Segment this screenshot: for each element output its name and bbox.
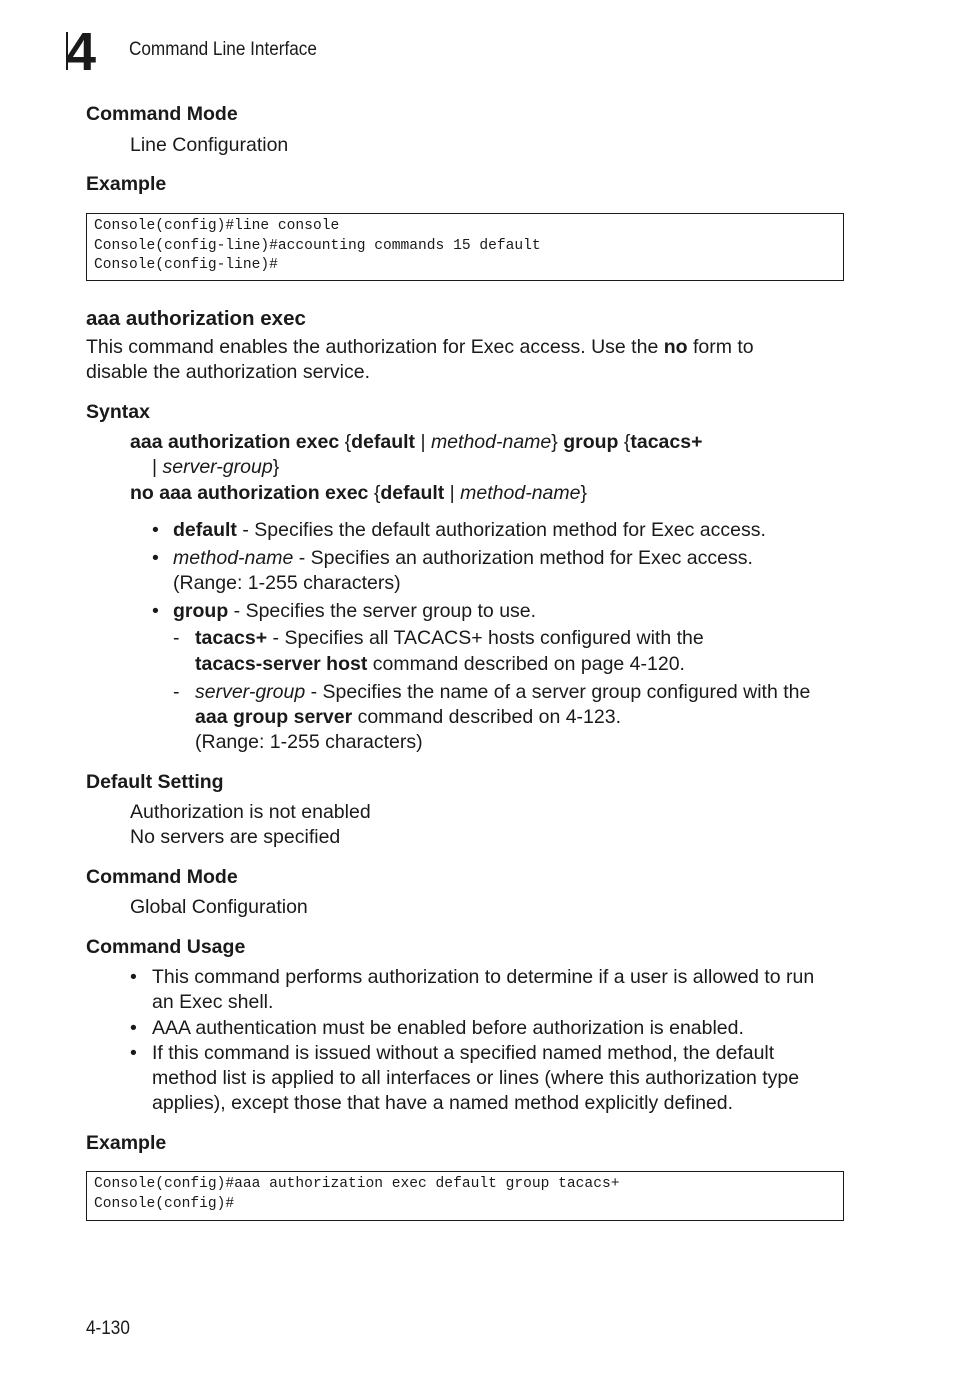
code-line: Console(config-line)#accounting commands 15 default <box>94 237 541 254</box>
code-example-1 <box>86 213 844 281</box>
default-setting-line: Authorization is not enabled <box>130 801 371 823</box>
param-server-group-line2: aaa group server command described on 4-123. <box>195 706 621 728</box>
code-line: Console(config-line)# <box>94 257 278 273</box>
bullet-icon: • <box>152 547 159 569</box>
param-server-range: (Range: 1-255 characters) <box>195 731 423 753</box>
command-mode-heading-1: Command Mode <box>86 103 238 125</box>
command-description: This command enables the authorization for Exec access. Use the no form to <box>86 336 754 358</box>
code-line: Console(config)# <box>94 1195 235 1212</box>
command-mode-value-2: Global Configuration <box>130 896 308 918</box>
param-server-group: server-group - Specifies the name of a server group configured with the <box>195 681 811 703</box>
command-description-line2: disable the authorization service. <box>86 361 370 383</box>
param-tacacs: tacacs+ - Specifies all TACACS+ hosts configured with the <box>195 627 704 649</box>
param-tacacs-line2: tacacs-server host command described on page 4-120. <box>195 653 685 675</box>
bullet-icon: • <box>152 519 159 541</box>
command-mode-heading-2: Command Mode <box>86 866 238 888</box>
code-line: Console(config)#line console <box>94 218 340 234</box>
example-heading-2: Example <box>86 1132 167 1154</box>
bullet-icon: • <box>130 966 137 988</box>
usage-item-3: If this command is issued without a specified named method, the default <box>152 1042 775 1064</box>
param-method-name: method-name - Specifies an authorization method for Exec access. <box>173 547 753 569</box>
bullet-icon: • <box>130 1017 137 1039</box>
command-title: aaa authorization exec <box>86 307 306 330</box>
code-example-2 <box>86 1171 844 1221</box>
page-number: 4-130 <box>86 1317 130 1339</box>
dash-icon: - <box>173 627 180 649</box>
syntax-line-1-cont: | server-group} <box>152 456 280 478</box>
bullet-icon: • <box>152 600 159 622</box>
running-title: Command Line Interface <box>129 38 317 60</box>
syntax-line-1: aaa authorization exec {default | method-name} group {tacacs+ <box>130 431 703 453</box>
syntax-heading: Syntax <box>86 401 150 423</box>
command-mode-value-1: Line Configuration <box>130 134 289 156</box>
syntax-line-2: no aaa authorization exec {default | method-name} <box>130 482 588 504</box>
param-group: group - Specifies the server group to use. <box>173 600 537 622</box>
default-setting-line: No servers are specified <box>130 826 341 848</box>
dash-icon: - <box>173 681 180 703</box>
code-line: Console(config)#aaa authorization exec default group tacacs+ <box>94 1176 620 1192</box>
param-method-range: (Range: 1-255 characters) <box>173 572 401 594</box>
usage-item-1-line2: an Exec shell. <box>152 991 274 1013</box>
command-usage-heading: Command Usage <box>86 936 246 958</box>
usage-item-3-line3: applies), except those that have a named method explicitly defined. <box>152 1092 734 1114</box>
usage-item-3-line2: method list is applied to all interfaces or lines (where this authorization type <box>152 1067 800 1089</box>
usage-item-2: AAA authentication must be enabled before authorization is enabled. <box>152 1017 744 1039</box>
chapter-number: 4 <box>66 22 95 82</box>
bullet-icon: • <box>130 1042 137 1064</box>
example-heading-1: Example <box>86 173 167 195</box>
param-default: default - Specifies the default authorization method for Exec access. <box>173 519 766 541</box>
default-setting-heading: Default Setting <box>86 771 224 793</box>
usage-item-1: This command performs authorization to determine if a user is allowed to run <box>152 966 815 988</box>
